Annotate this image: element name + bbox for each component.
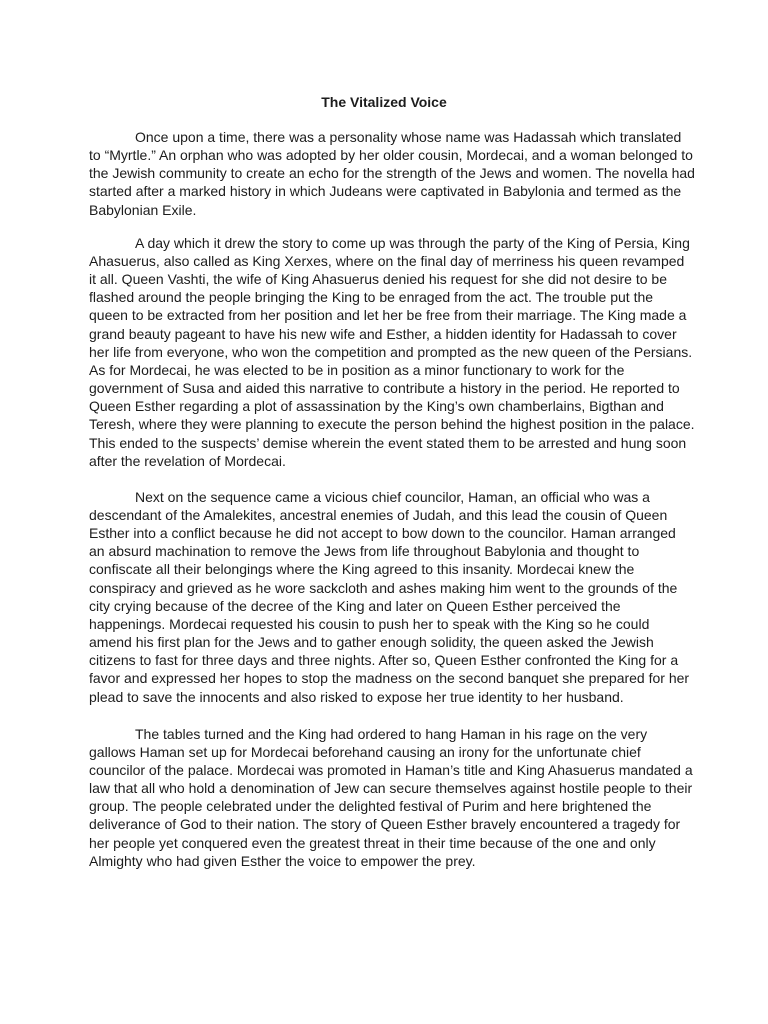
document-body xyxy=(89,128,695,889)
paragraph-3: Next on the sequence came a vicious chief councilor, Haman, an official who was a descendant of the Amalekites, ancestral enemies of Judah, and this lead the cousin of Queen Esther into a conflict because he did not accept to bow down to the councilor. Haman arranged an absurd machination to remove the Jews from life throughout Babylonia and thought to confiscate all their belongings where the King agreed to this insanity. Mordecai knew the conspiracy and grieved as he wore sackcloth and ashes making him went to the grounds of the city crying because of the decree of the King and later on Queen Esther perceived the happenings. Mordecai requested his cousin to push her to speak with the King so he could amend his first plan for the Jews and to gather enough solidity, the queen asked the Jewish citizens to fast for three days and three nights. After so, Queen Esther confronted the King for a favor and expressed her hopes to stop the madness on the second banquet she prepared for her plead to save the innocents and also risked to expose her true identity to her husband. xyxy=(89,488,690,705)
paragraph-1: Once upon a time, there was a personality whose name was Hadassah which translated to “Myrtle.” An orphan who was adopted by her older cousin, Mordecai, and a woman belonged to the Jewish community to create an echo for the strength of the Jews and women. The novella had started after a marked history in which Judeans were captivated in Babylonia and termed as the Babylonian Exile. xyxy=(89,129,695,218)
paragraph-4: The tables turned and the King had ordered to hang Haman in his rage on the very gallows Haman set up for Mordecai beforehand causing an irony for the unfortunate chief councilor of the palace. Mordecai was promoted in Haman’s title and King Ahasuerus mandated a law that all who hold a denomination of Jew can secure themselves against hostile people to their group. The people celebrated under the delighted festival of Purim and here brightened the deliverance of God to their nation. The story of Queen Esther bravely encountered a tragedy for her people yet conquered even the greatest threat in their time because of the one and only Almighty who had given Esther the voice to empower the prey. xyxy=(89,725,693,869)
paragraph-2: A day which it drew the story to come up was through the party of the King of Persia, King Ahasuerus, also called as King Xerxes, where on the final day of merriness his queen revamped it all. Queen Vashti, the wife of King Ahasuerus denied his request for she did not desire to be flashed around the people bringing the King to be enraged from the act. The trouble put the queen to be extracted from her position and let her be free from their marriage. The King made a grand beauty pageant to have his new wife and Esther, a hidden identity for Hadassah to cover her life from everyone, who won the competition and prompted as the new queen of the Persians. As for Mordecai, he was elected to be in position as a minor functionary to work for the government of Susa and aided this narrative to contribute a history in the period. He reported to Queen Esther regarding a plot of assassination by the King’s own chamberlains, Bigthan and Teresh, where they were planning to execute the person behind the highest position in the palace. This ended to the suspects’ demise wherein the event stated them to be arrested and hung soon after the revelation of Mordecai. xyxy=(89,234,695,469)
document-title: The Vitalized Voice xyxy=(321,94,447,110)
